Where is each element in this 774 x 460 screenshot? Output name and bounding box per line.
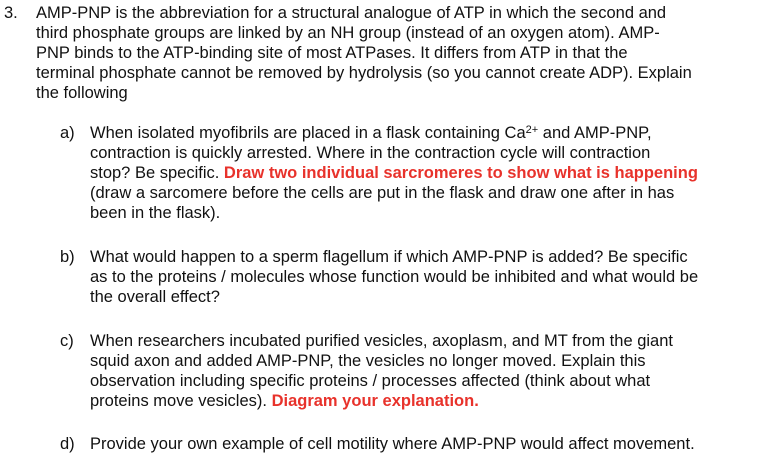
part-b-text	[90, 247, 770, 307]
part-d-text	[90, 434, 770, 454]
part-a-line: contraction is quickly arrested. Where in the contraction cycle will contraction	[90, 144, 651, 162]
question-intro	[36, 3, 756, 103]
part-d-letter: d)	[60, 435, 75, 453]
part-c-text	[90, 331, 770, 411]
intro-line: the following	[36, 84, 128, 102]
part-d-line: Provide your own example of cell motility where AMP-PNP would affect movement.	[90, 435, 695, 453]
part-a-line	[90, 163, 770, 183]
question-number: 3.	[4, 4, 18, 22]
part-c-line: observation including specific proteins / processes affected (think about what	[90, 372, 651, 390]
part-b-letter: b)	[60, 248, 75, 266]
part-a-line	[90, 123, 770, 143]
part-a-text	[90, 123, 770, 223]
part-b-line: the overall effect?	[90, 288, 220, 306]
part-b-line: What would happen to a sperm flagellum if which AMP-PNP is added? Be specific	[90, 248, 688, 266]
intro-line: AMP-PNP is the abbreviation for a structural analogue of ATP in which the second and	[36, 4, 667, 22]
part-c-line	[90, 391, 770, 411]
part-a-instruction-emphasis: Draw two individual sarcromeres to show what is happening	[223, 164, 698, 182]
intro-line: terminal phosphate cannot be removed by hydrolysis (so you cannot create ADP). Explain	[36, 64, 692, 82]
part-a-line3-text: stop? Be specific.	[90, 164, 224, 182]
part-b-line: as to the proteins / molecules whose function would be inhibited and what would be	[90, 268, 699, 286]
part-a-letter: a)	[60, 124, 75, 142]
part-a-line: been in the flask).	[90, 204, 221, 222]
part-c-line: When researchers incubated purified vesicles, axoplasm, and MT from the giant	[90, 332, 673, 350]
part-c-instruction-emphasis: Diagram your explanation.	[271, 392, 479, 410]
intro-line: third phosphate groups are linked by an NH group (instead of an oxygen atom). AMP-	[36, 24, 660, 42]
part-a-line1-text: When isolated myofibrils are placed in a flask containing Ca	[90, 124, 526, 142]
part-c-line: squid axon and added AMP-PNP, the vesicles no longer moved. Explain this	[90, 352, 646, 370]
part-c-letter: c)	[60, 332, 74, 350]
calcium-charge-superscript: 2+	[525, 124, 539, 136]
part-a-line1-end: and AMP-PNP,	[538, 124, 652, 142]
part-a-line: (draw a sarcomere before the cells are put in the flask and draw one after in has	[90, 184, 675, 202]
intro-line: PNP binds to the ATP-binding site of most ATPases. It differs from ATP in that the	[36, 44, 628, 62]
part-c-last-text: proteins move vesicles).	[90, 392, 272, 410]
